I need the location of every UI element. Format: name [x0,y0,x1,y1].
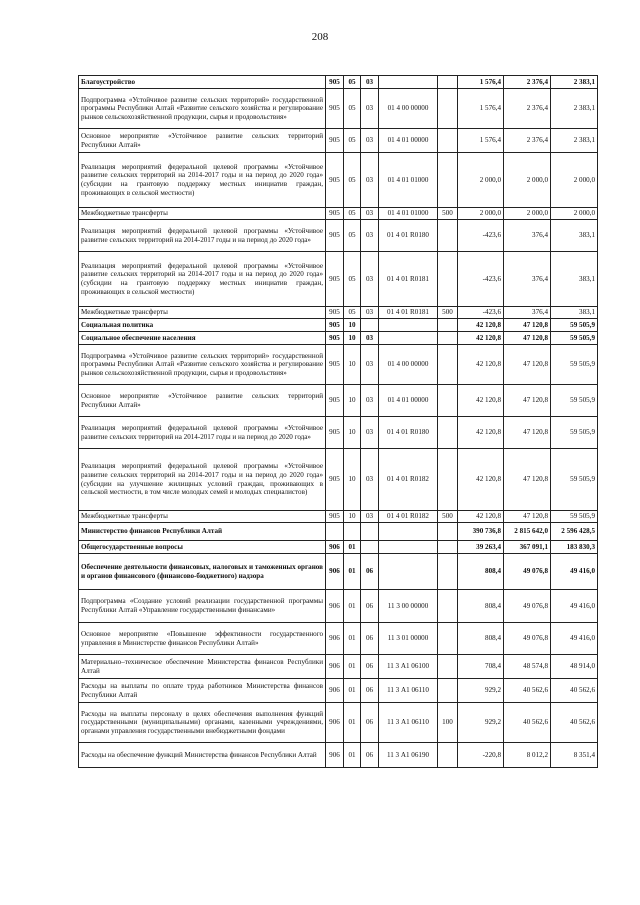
cell-sum-2: 40 562,6 [504,703,551,743]
cell-sum-3: 383,1 [551,307,598,319]
cell-vr [438,252,458,307]
cell-ved: 905 [326,129,344,153]
cell-sum-1: -423,6 [458,307,504,319]
cell-pr: 03 [361,385,379,417]
cell-rz [344,523,361,541]
cell-ved: 906 [326,623,344,655]
cell-sum-3: 2 596 428,5 [551,523,598,541]
cell-ved: 905 [326,89,344,129]
cell-vr [438,679,458,703]
cell-sum-3: 49 416,0 [551,623,598,655]
cell-vr [438,449,458,511]
cell-name: Реализация мероприятий федеральной целевой программы «Устойчивое развитие сельских территорий на 2014-2017 годы и на период до 2020 года» [79,417,326,449]
cell-csr: 01 4 00 00000 [379,89,438,129]
cell-csr: 01 4 01 00000 [379,129,438,153]
cell-rz: 05 [344,252,361,307]
cell-sum-2: 47 120,8 [504,345,551,385]
cell-sum-3: 2 383,1 [551,129,598,153]
cell-ved: 905 [326,449,344,511]
cell-csr [379,523,438,541]
cell-csr: 01 4 01 R0180 [379,417,438,449]
cell-name: Подпрограмма «Устойчивое развитие сельских территорий» государственной программы Республики Алтай «Развитие сельского хозяйства и регулирование рынков сельскохозяйственной продукции, сырья и продовольствия» [79,345,326,385]
cell-name: Общегосударственные вопросы [79,541,326,554]
table-row [79,449,598,511]
cell-csr: 11 3 01 00000 [379,623,438,655]
cell-pr: 06 [361,590,379,623]
cell-name: Расходы на выплаты по оплате труда работников Министерства финансов Республики Алтай [79,679,326,703]
cell-name: Подпрограмма «Устойчивое развитие сельских территорий» государственной программы Республики Алтай «Развитие сельского хозяйства и регулирование рынков сельскохозяйственной продукции, сырья и продовольствия» [79,89,326,129]
cell-rz: 01 [344,743,361,768]
cell-rz: 10 [344,511,361,523]
cell-csr: 01 4 00 00000 [379,345,438,385]
cell-name: Межбюджетные трансферты [79,208,326,220]
cell-vr [438,655,458,679]
cell-rz: 05 [344,76,361,89]
cell-csr: 01 4 01 R0181 [379,252,438,307]
cell-pr: 06 [361,679,379,703]
cell-csr [379,319,438,332]
cell-sum-3: 59 505,9 [551,385,598,417]
cell-sum-1: 42 120,8 [458,319,504,332]
cell-ved: 906 [326,590,344,623]
cell-pr: 03 [361,208,379,220]
cell-sum-2: 47 120,8 [504,449,551,511]
cell-sum-3: 59 505,9 [551,511,598,523]
cell-vr [438,523,458,541]
cell-vr: 500 [438,307,458,319]
cell-sum-2: 376,4 [504,307,551,319]
table-row [79,307,598,319]
cell-csr: 01 4 01 R0182 [379,449,438,511]
cell-ved [326,523,344,541]
table-row [79,129,598,153]
table-row [79,655,598,679]
cell-rz: 05 [344,129,361,153]
cell-sum-2: 49 076,8 [504,554,551,590]
cell-sum-2: 367 091,1 [504,541,551,554]
cell-sum-1: 42 120,8 [458,345,504,385]
cell-sum-2: 8 012,2 [504,743,551,768]
cell-sum-3: 8 351,4 [551,743,598,768]
cell-pr: 03 [361,153,379,208]
cell-pr: 03 [361,89,379,129]
table-row [79,252,598,307]
cell-csr [379,332,438,345]
cell-sum-1: 2 000,0 [458,153,504,208]
cell-sum-3: 59 505,9 [551,345,598,385]
cell-rz: 01 [344,703,361,743]
table-row [79,76,598,89]
cell-vr [438,220,458,252]
cell-pr [361,319,379,332]
cell-pr: 03 [361,252,379,307]
cell-sum-2: 2 000,0 [504,208,551,220]
cell-rz: 01 [344,554,361,590]
cell-sum-2: 47 120,8 [504,417,551,449]
table-row [79,319,598,332]
cell-sum-2: 47 120,8 [504,385,551,417]
cell-vr [438,319,458,332]
cell-csr: 01 4 01 01000 [379,208,438,220]
cell-vr [438,345,458,385]
table-row [79,89,598,129]
cell-ved: 906 [326,703,344,743]
cell-rz: 10 [344,319,361,332]
cell-csr: 11 3 А1 06190 [379,743,438,768]
cell-sum-2: 376,4 [504,252,551,307]
table-row [79,417,598,449]
cell-name: Реализация мероприятий федеральной целевой программы «Устойчивое развитие сельских территорий на 2014-2017 годы и на период до 2020 года» [79,220,326,252]
cell-sum-3: 59 505,9 [551,449,598,511]
cell-sum-3: 2 000,0 [551,208,598,220]
cell-sum-2: 2 000,0 [504,153,551,208]
cell-vr [438,153,458,208]
cell-ved: 906 [326,541,344,554]
cell-sum-1: 1 576,4 [458,129,504,153]
cell-sum-1: -423,6 [458,252,504,307]
cell-csr: 11 3 А1 06100 [379,655,438,679]
cell-name: Министерство финансов Республики Алтай [79,523,326,541]
cell-sum-3: 40 562,6 [551,703,598,743]
cell-rz: 01 [344,541,361,554]
cell-sum-2: 48 574,8 [504,655,551,679]
cell-csr: 01 4 01 00000 [379,385,438,417]
cell-name: Межбюджетные трансферты [79,307,326,319]
cell-ved: 905 [326,511,344,523]
cell-sum-3: 183 830,3 [551,541,598,554]
cell-vr: 500 [438,208,458,220]
table-row [79,220,598,252]
cell-name: Основное мероприятие «Устойчивое развитие сельских территорий Республики Алтай» [79,385,326,417]
cell-sum-3: 48 914,0 [551,655,598,679]
cell-sum-3: 59 505,9 [551,319,598,332]
cell-rz: 05 [344,89,361,129]
cell-sum-2: 2 376,4 [504,89,551,129]
cell-ved: 905 [326,153,344,208]
cell-vr: 100 [438,703,458,743]
table-row [79,511,598,523]
cell-vr [438,129,458,153]
cell-rz: 05 [344,220,361,252]
cell-sum-2: 2 376,4 [504,76,551,89]
cell-sum-1: -423,6 [458,220,504,252]
cell-sum-1: 390 736,8 [458,523,504,541]
cell-sum-1: 808,4 [458,554,504,590]
cell-csr [379,554,438,590]
cell-pr: 03 [361,511,379,523]
cell-pr: 06 [361,623,379,655]
cell-sum-1: 929,2 [458,679,504,703]
table-row [79,554,598,590]
cell-ved: 905 [326,417,344,449]
cell-vr [438,554,458,590]
cell-name: Подпрограмма «Создание условий реализации государственной программы Республики Алтай «Управление государственными финансами» [79,590,326,623]
table-row [79,623,598,655]
cell-vr [438,743,458,768]
cell-ved: 906 [326,655,344,679]
cell-ved: 905 [326,385,344,417]
table-row [79,743,598,768]
table-row [79,345,598,385]
cell-sum-2: 49 076,8 [504,623,551,655]
cell-sum-1: 808,4 [458,623,504,655]
cell-name: Реализация мероприятий федеральной целевой программы «Устойчивое развитие сельских территорий на 2014-2017 годы и на период до 2020 года» (субсидии на грантовую поддержку местных инициатив граждан, проживающих в сельской местности) [79,153,326,208]
cell-ved: 905 [326,208,344,220]
cell-ved: 905 [326,319,344,332]
cell-name: Обеспечение деятельности финансовых, налоговых и таможенных органов и органов финансового (финансово-бюджетного) надзора [79,554,326,590]
cell-sum-3: 59 505,9 [551,332,598,345]
cell-pr: 03 [361,129,379,153]
cell-pr: 06 [361,655,379,679]
cell-rz: 05 [344,307,361,319]
cell-sum-1: 42 120,8 [458,332,504,345]
table-row [79,679,598,703]
cell-csr: 01 4 01 R0181 [379,307,438,319]
cell-sum-3: 2 383,1 [551,89,598,129]
cell-rz: 10 [344,417,361,449]
cell-name: Реализация мероприятий федеральной целевой программы «Устойчивое развитие сельских территорий на 2014-2017 годы и на период до 2020 года» (субсидии на грантовую поддержку местных инициатив граждан, проживающих в сельской местности) [79,252,326,307]
cell-sum-1: 1 576,4 [458,76,504,89]
cell-sum-3: 2 000,0 [551,153,598,208]
cell-pr: 06 [361,703,379,743]
cell-ved: 905 [326,76,344,89]
cell-sum-3: 383,1 [551,220,598,252]
cell-ved: 905 [326,345,344,385]
cell-vr [438,590,458,623]
cell-ved: 906 [326,554,344,590]
page-number: 208 [311,31,329,43]
cell-sum-3: 2 383,1 [551,76,598,89]
cell-sum-1: 39 263,4 [458,541,504,554]
cell-pr: 03 [361,449,379,511]
cell-ved: 906 [326,743,344,768]
cell-sum-1: 42 120,8 [458,417,504,449]
cell-sum-1: 42 120,8 [458,449,504,511]
cell-sum-1: 808,4 [458,590,504,623]
cell-sum-3: 59 505,9 [551,417,598,449]
cell-pr: 03 [361,345,379,385]
cell-csr: 01 4 01 R0180 [379,220,438,252]
cell-rz: 10 [344,332,361,345]
table-row [79,541,598,554]
cell-sum-2: 2 376,4 [504,129,551,153]
cell-vr [438,89,458,129]
cell-vr [438,541,458,554]
cell-ved: 906 [326,679,344,703]
cell-sum-2: 49 076,8 [504,590,551,623]
table-row [79,385,598,417]
cell-sum-3: 49 416,0 [551,590,598,623]
cell-vr [438,623,458,655]
cell-sum-1: 42 120,8 [458,511,504,523]
table-row [79,590,598,623]
cell-rz: 01 [344,679,361,703]
cell-sum-3: 49 416,0 [551,554,598,590]
cell-rz: 01 [344,623,361,655]
cell-name: Основное мероприятие «Повышение эффективности государственного управления в Министерстве финансов Республики Алтай» [79,623,326,655]
cell-sum-1: 2 000,0 [458,208,504,220]
cell-vr [438,332,458,345]
cell-ved: 905 [326,332,344,345]
cell-vr [438,385,458,417]
table-row [79,153,598,208]
cell-pr [361,541,379,554]
cell-sum-1: -220,8 [458,743,504,768]
cell-name: Материально–техническое обеспечение Министерства финансов Республики Алтай [79,655,326,679]
cell-sum-1: 42 120,8 [458,385,504,417]
cell-pr: 03 [361,76,379,89]
cell-rz: 01 [344,655,361,679]
cell-ved: 905 [326,252,344,307]
cell-sum-2: 40 562,6 [504,679,551,703]
table-row [79,703,598,743]
budget-table [78,75,598,768]
cell-sum-2: 47 120,8 [504,319,551,332]
cell-pr [361,523,379,541]
cell-pr: 03 [361,417,379,449]
cell-sum-3: 40 562,6 [551,679,598,703]
cell-csr: 11 3 А1 06110 [379,679,438,703]
cell-sum-2: 47 120,8 [504,511,551,523]
cell-pr: 03 [361,332,379,345]
cell-rz: 05 [344,208,361,220]
cell-vr [438,417,458,449]
cell-vr: 500 [438,511,458,523]
cell-ved: 905 [326,307,344,319]
cell-csr [379,541,438,554]
cell-csr: 11 3 А1 06110 [379,703,438,743]
cell-name: Социальная политика [79,319,326,332]
cell-sum-1: 1 576,4 [458,89,504,129]
cell-name: Реализация мероприятий федеральной целевой программы «Устойчивое развитие сельских территорий на 2014-2017 годы и на период до 2020 года» (субсидии на улучшение жилищных условий граждан, проживающих в сельской местности, в том числе молодых семей и молодых специалистов) [79,449,326,511]
budget-table-body [79,76,598,768]
cell-sum-2: 2 815 642,0 [504,523,551,541]
cell-vr [438,76,458,89]
cell-name: Межбюджетные трансферты [79,511,326,523]
table-row [79,332,598,345]
cell-csr: 01 4 01 01000 [379,153,438,208]
cell-sum-1: 929,2 [458,703,504,743]
cell-rz: 05 [344,153,361,208]
cell-name: Расходы на выплаты персоналу в целях обеспечения выполнения функций государственными (муниципальными) органами, казенными учреждениями, органами управления государственными внебюджетными фондами [79,703,326,743]
cell-rz: 10 [344,345,361,385]
cell-name: Социальное обеспечение населения [79,332,326,345]
cell-sum-2: 47 120,8 [504,332,551,345]
cell-name: Расходы на обеспечение функций Министерства финансов Республики Алтай [79,743,326,768]
cell-rz: 10 [344,449,361,511]
cell-rz: 10 [344,385,361,417]
cell-pr: 03 [361,307,379,319]
cell-rz: 01 [344,590,361,623]
cell-sum-3: 383,1 [551,252,598,307]
cell-pr: 06 [361,743,379,768]
cell-ved: 905 [326,220,344,252]
cell-csr [379,76,438,89]
cell-name: Благоустройство [79,76,326,89]
cell-name: Основное мероприятие «Устойчивое развитие сельских территорий Республики Алтай» [79,129,326,153]
cell-csr: 11 3 00 00000 [379,590,438,623]
cell-pr: 03 [361,220,379,252]
cell-sum-2: 376,4 [504,220,551,252]
table-row [79,208,598,220]
cell-csr: 01 4 01 R0182 [379,511,438,523]
cell-sum-1: 708,4 [458,655,504,679]
table-row [79,523,598,541]
cell-pr: 06 [361,554,379,590]
